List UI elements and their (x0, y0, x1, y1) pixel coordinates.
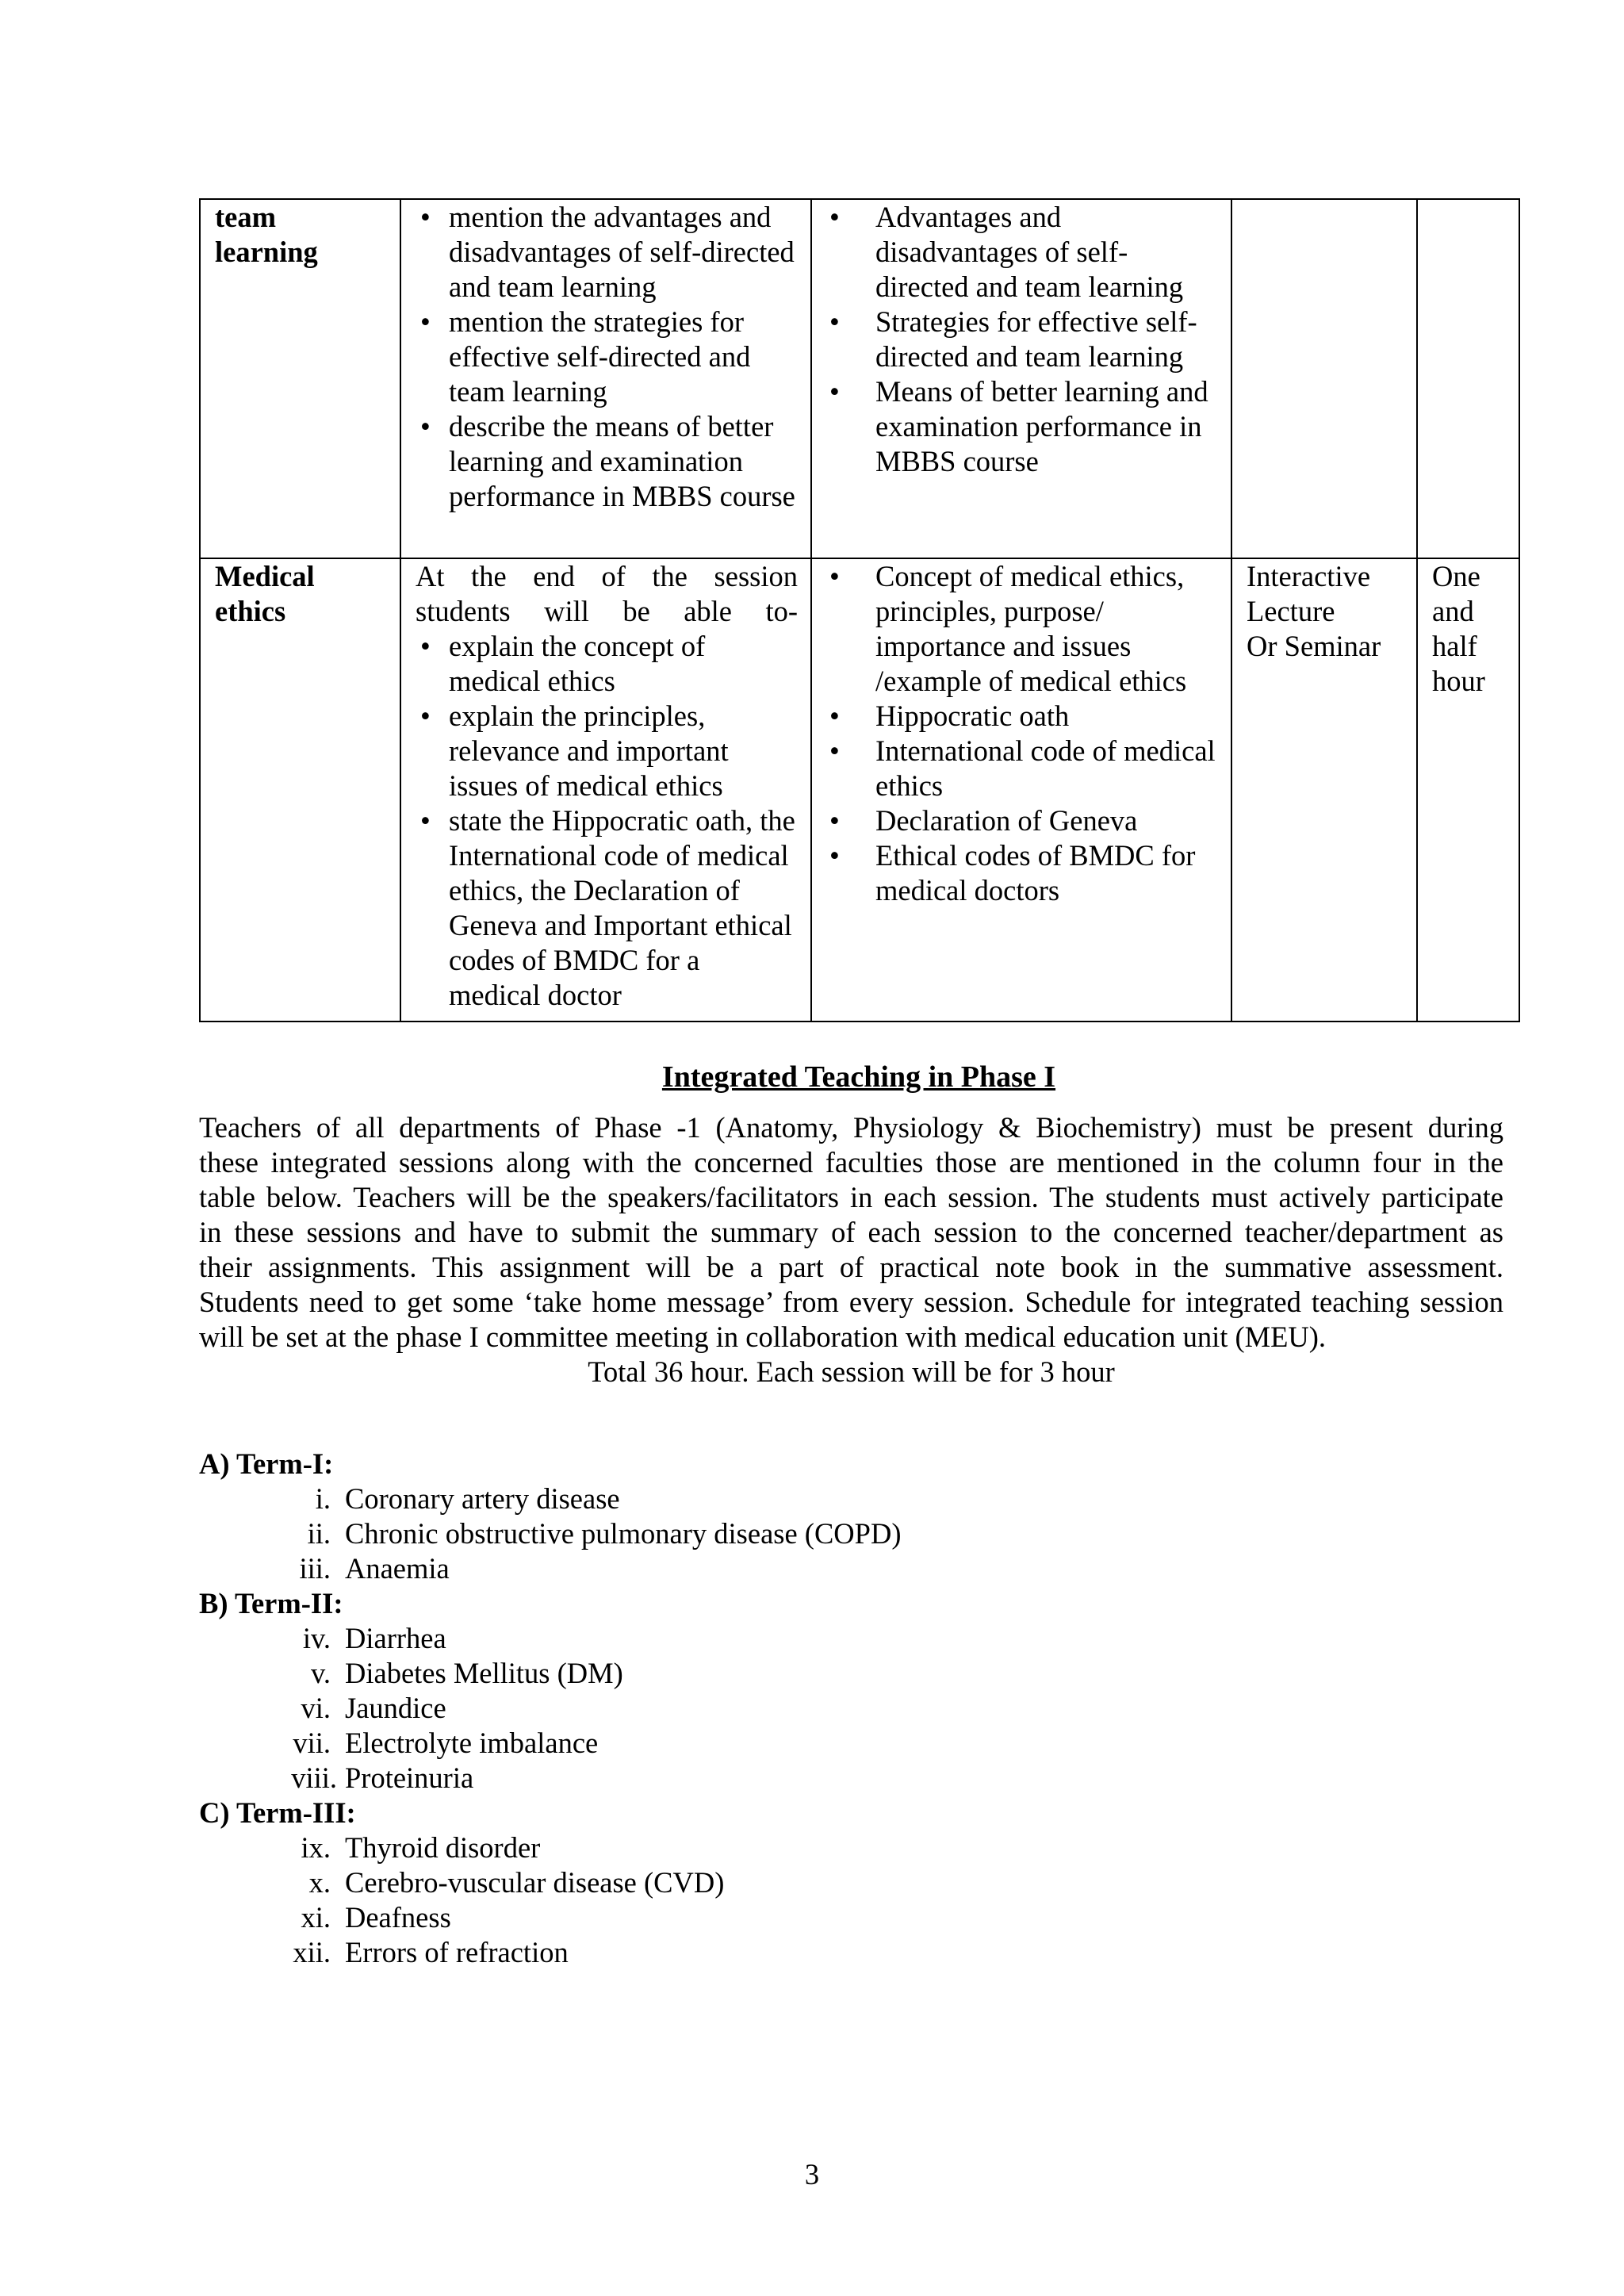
item-number: x. (308, 1866, 331, 1899)
paragraph-line: in these sessions and have to submit the summary of each session to the concerned teacher/department as (199, 1216, 1503, 1248)
item-number: v. (310, 1657, 331, 1689)
item-number: ix. (301, 1831, 331, 1864)
topic-cell (200, 199, 400, 558)
item-text: Diabetes Mellitus (DM) (345, 1657, 623, 1689)
list-item (199, 1865, 901, 1900)
list-item: • mention the advantages and disadvantages of self-directed and team learning (416, 200, 798, 305)
section-title: Integrated Teaching in Phase I (661, 1060, 1056, 1094)
contents-cell (811, 558, 1231, 1022)
time-cell (1417, 199, 1519, 558)
item-text: Thyroid disorder (345, 1831, 541, 1864)
list-item: • Concept of medical ethics, principles, purpose/ importance and issues /example of medical ethics (826, 559, 1218, 699)
term-heading: C) Term-III: (199, 1796, 356, 1829)
item-number: i. (315, 1482, 331, 1515)
table-row (200, 558, 1519, 1022)
contents-cell (811, 199, 1231, 558)
total-hours-line: Total 36 hour. Each session will be for 3 hour (588, 1355, 1115, 1388)
paragraph-line: Students need to get some ‘take home message’ from every session. Schedule for integrated teaching session (199, 1286, 1503, 1318)
list-item (199, 1830, 901, 1865)
item-number: iii. (299, 1552, 331, 1585)
list-item (199, 1551, 901, 1586)
method-cell (1231, 199, 1417, 558)
terms-list (199, 1447, 901, 1970)
list-item: • describe the means of better learning and examination performance in MBBS course (416, 409, 798, 514)
list-item (199, 1621, 901, 1656)
time-line: and (1432, 595, 1474, 627)
method-cell (1231, 558, 1417, 1022)
item-number: vii. (293, 1727, 331, 1759)
method-line: Or Seminar (1247, 630, 1381, 662)
item-text: Coronary artery disease (345, 1482, 620, 1515)
paragraph-line: these integrated sessions along with the concerned faculties those are mentioned in the column four in the (199, 1146, 1503, 1179)
item-number: xi. (301, 1901, 331, 1934)
item-text: Cerebro-vuscular disease (CVD) (345, 1866, 725, 1899)
list-item: • explain the principles, relevance and important issues of medical ethics (416, 699, 798, 803)
list-item (199, 1726, 901, 1761)
curriculum-table (199, 198, 1519, 1022)
item-number: vi. (301, 1692, 331, 1724)
table-row (200, 199, 1519, 558)
list-item (199, 1900, 901, 1935)
objectives-cell (400, 558, 811, 1022)
list-item: • Strategies for effective self-directed and team learning (826, 305, 1218, 374)
list-item (199, 1935, 901, 1970)
list-item: • explain the concept of medical ethics (416, 629, 798, 699)
list-item: • state the Hippocratic oath, the International code of medical ethics, the Declaration of Geneva and Important ethical codes of BMDC for a medical doctor (416, 803, 798, 1013)
list-item: • Means of better learning and examination performance in MBBS course (826, 374, 1218, 479)
term-heading: A) Term-I: (199, 1447, 334, 1480)
page-number: 3 (804, 2158, 820, 2191)
list-item (199, 1691, 901, 1726)
list-item: • Hippocratic oath (826, 699, 1218, 734)
list-item (199, 1481, 901, 1516)
item-text: Deafness (345, 1901, 451, 1934)
paragraph-line: table below. Teachers will be the speakers/facilitators in each session. The students must actively participate (199, 1181, 1503, 1213)
item-text: Anaemia (345, 1552, 450, 1585)
item-text: Proteinuria (345, 1761, 474, 1794)
objectives-cell (400, 199, 811, 558)
paragraph-line: their assignments. This assignment will be a part of practical note book in the summative assessment. (199, 1251, 1503, 1283)
topic-line: learning (215, 236, 318, 268)
item-text: Chronic obstructive pulmonary disease (COPD) (345, 1517, 902, 1550)
paragraph-line: will be set at the phase I committee meeting in collaboration with medical education unit (MEU). (199, 1320, 1327, 1353)
topic-cell (200, 558, 400, 1022)
item-number: viii. (291, 1761, 337, 1794)
intro-paragraph (199, 1110, 1503, 1355)
item-number: iv. (302, 1622, 331, 1654)
list-item (199, 1516, 901, 1551)
time-line: hour (1432, 665, 1485, 697)
item-text: Electrolyte imbalance (345, 1727, 599, 1759)
item-number: xii. (293, 1936, 331, 1968)
method-line: Interactive (1247, 560, 1371, 592)
topic-line: ethics (215, 595, 286, 627)
list-item (199, 1761, 901, 1796)
term-heading: B) Term-II: (199, 1587, 343, 1619)
time-line: half (1432, 630, 1477, 662)
item-text: Jaundice (345, 1692, 446, 1724)
item-number: ii. (307, 1517, 331, 1550)
item-text: Errors of refraction (345, 1936, 569, 1968)
item-text: Diarrhea (345, 1622, 446, 1654)
list-item: • Declaration of Geneva (826, 803, 1218, 838)
list-item: • Advantages and disadvantages of self-directed and team learning (826, 200, 1218, 305)
topic-line: team (215, 201, 277, 233)
list-item: • Ethical codes of BMDC for medical doctors (826, 838, 1218, 908)
time-line: One (1432, 560, 1480, 592)
list-item: • mention the strategies for effective self-directed and team learning (416, 305, 798, 409)
list-item: • International code of medical ethics (826, 734, 1218, 803)
list-item (199, 1656, 901, 1691)
objectives-intro: At the end of the session students will be able to- (416, 560, 798, 627)
paragraph-line: Teachers of all departments of Phase -1 (Anatomy, Physiology & Biochemistry) must be present during (199, 1111, 1503, 1144)
method-line: Lecture (1247, 595, 1335, 627)
topic-line: Medical (215, 560, 315, 592)
time-cell (1417, 558, 1519, 1022)
